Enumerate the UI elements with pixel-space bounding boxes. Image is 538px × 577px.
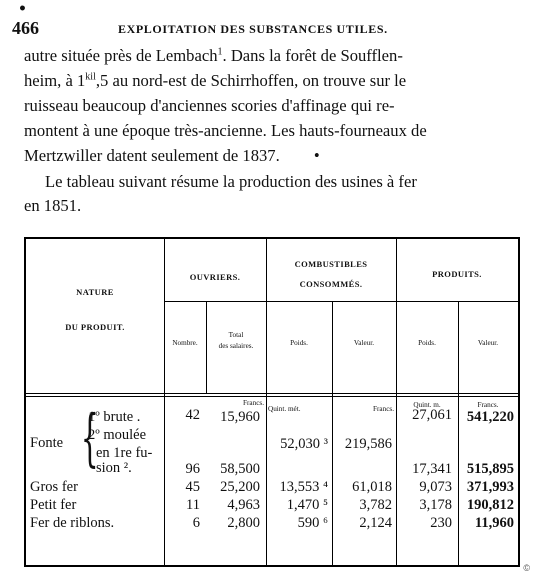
header-nature-2: DU PRODUIT. <box>65 322 125 332</box>
cell-comb-valeur: 3,782 <box>359 497 392 513</box>
unit-sup: kil <box>85 71 96 83</box>
cell-comb-poids: 52,030 ³ <box>280 436 328 452</box>
fonte-en-1re: en 1re fu- <box>96 445 153 461</box>
header-consommes: CONSOMMÉS. <box>299 279 363 289</box>
header-combustibles: COMBUSTIBLES <box>294 259 368 269</box>
unit-francs: Francs. <box>373 405 394 413</box>
body-line-4: montent à une époque très-ancienne. Les hauts-fourneaux de <box>24 121 427 140</box>
cell-comb-valeur: 219,586 <box>344 436 392 452</box>
row-label-fer-de-riblons: Fer de riblons. <box>30 515 115 531</box>
cell-comb-valeur: 61,018 <box>352 479 392 495</box>
cell-prod-poids: 17,341 <box>412 461 452 477</box>
footnote-ref: 1 <box>217 46 223 58</box>
production-table <box>24 237 520 567</box>
subheader-nombre: Nombre. <box>172 339 198 347</box>
body-line-5 <box>24 146 320 166</box>
fonte-brute: 1º brute . <box>88 409 141 425</box>
row-label-gros-fer: Gros fer <box>30 479 78 495</box>
subheader-poids: Poids. <box>418 339 436 347</box>
fonte-moulee: 2º moulée <box>88 427 147 443</box>
row-divider <box>26 393 518 394</box>
cell-comb-poids: 13,553 ⁴ <box>279 479 328 495</box>
body-text: ,5 au nord-est de Schirrhoffen, on trouve sur le <box>95 71 407 90</box>
subheader-valeur: Valeur. <box>477 339 499 347</box>
copyright-mark: © <box>523 563 530 573</box>
cell-prod-valeur: 515,895 <box>466 461 514 477</box>
unit-quintaux: Quint. mét. <box>268 405 301 413</box>
body-line-3: ruisseau beaucoup d'anciennes scories d'affinage qui re- <box>24 96 395 115</box>
running-head: EXPLOITATION DES SUBSTANCES UTILES. <box>118 22 388 36</box>
body-text: Mertzwiller datent seulement de 1837. <box>24 146 280 165</box>
cell-prod-valeur: 11,960 <box>474 515 514 531</box>
row-divider <box>164 301 518 302</box>
body-line-7: en 1851. <box>24 196 82 215</box>
unit-francs: Francs. <box>477 401 499 409</box>
cell-prod-valeur: 541,220 <box>466 409 514 425</box>
cell-nombre: 6 <box>192 515 200 531</box>
cell-nombre: 96 <box>185 461 200 477</box>
body-line-2 <box>24 71 406 91</box>
page-mark: • <box>18 1 27 17</box>
cell-nombre: 42 <box>185 407 200 423</box>
stray-dot: • <box>313 146 320 165</box>
brace-icon: { <box>80 401 99 474</box>
cell-nombre: 45 <box>185 479 200 495</box>
cell-prod-valeur: 190,812 <box>466 497 514 513</box>
header-ouvriers: OUVRIERS. <box>189 272 241 282</box>
unit-francs: Francs. <box>243 399 264 407</box>
row-label-fonte: Fonte <box>30 435 64 451</box>
cell-prod-valeur: 371,993 <box>466 479 514 495</box>
cell-salaires: 4,963 <box>227 497 260 513</box>
page-number: 466 <box>12 18 39 38</box>
subheader-salaires: des salaires. <box>218 342 254 350</box>
cell-prod-poids: 230 <box>430 515 452 531</box>
cell-nombre: 11 <box>186 497 200 513</box>
header-nature: NATURE <box>76 287 114 297</box>
cell-comb-poids: 590 ⁶ <box>297 515 328 531</box>
fonte-sion: sion ². <box>96 460 132 476</box>
cell-comb-valeur: 2,124 <box>359 515 392 531</box>
cell-salaires: 58,500 <box>220 461 260 477</box>
row-divider <box>26 396 518 397</box>
unit-quintaux: Quint. m. <box>413 401 441 409</box>
body-text: heim, à 1 <box>24 71 86 90</box>
cell-salaires: 25,200 <box>220 479 260 495</box>
subheader-total: Total <box>228 331 244 339</box>
cell-prod-poids: 27,061 <box>412 407 452 423</box>
cell-prod-poids: 3,178 <box>419 497 452 513</box>
cell-salaires: 2,800 <box>227 515 260 531</box>
body-text: . Dans la forêt de Soufflen- <box>222 46 403 65</box>
body-line-1 <box>24 46 403 66</box>
body-line-6: Le tableau suivant résume la production des usines à fer <box>45 172 417 191</box>
header-produits: PRODUITS. <box>432 269 482 279</box>
subheader-valeur: Valeur. <box>353 339 375 347</box>
row-label-petit-fer: Petit fer <box>30 497 77 513</box>
cell-comb-poids: 1,470 ⁵ <box>286 497 328 513</box>
subheader-poids: Poids. <box>290 339 308 347</box>
body-text: autre située près de Lembach <box>24 46 218 65</box>
cell-salaires: 15,960 <box>220 409 260 425</box>
cell-prod-poids: 9,073 <box>419 479 452 495</box>
